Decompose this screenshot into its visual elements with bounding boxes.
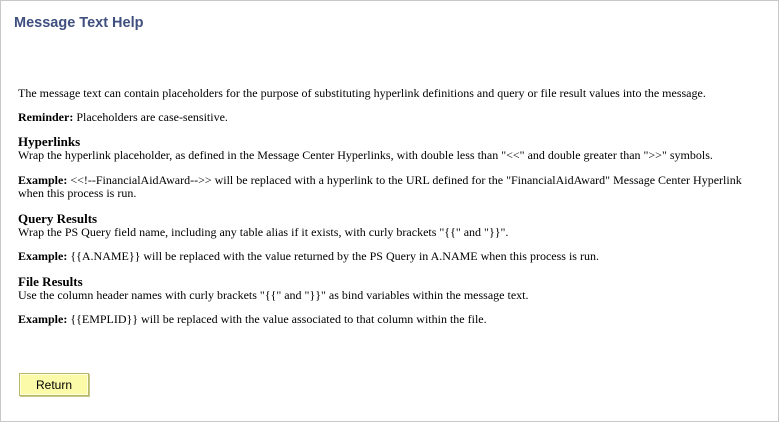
reminder-section	[18, 111, 753, 125]
return-button[interactable]: Return	[19, 373, 89, 396]
page-title: Message Text Help	[14, 15, 144, 31]
query-results-example-text: {{A.NAME}} will be replaced with the value returned by the PS Query in A.NAME when this process is run.	[67, 249, 599, 263]
help-content	[18, 87, 753, 338]
hyperlinks-example-label: Example:	[18, 172, 68, 187]
file-results-example-text: {{EMPLID}} will be replaced with the value associated to that column within the file.	[67, 312, 487, 326]
file-results-text: Use the column header names with curly brackets "{{" and "}}" as bind variables within the message text.	[18, 287, 529, 302]
query-results-heading: Query Results	[18, 210, 98, 226]
hyperlinks-example-text: <<!--FinancialAidAward-->> will be replaced with a hyperlink to the URL defined for the "FinancialAidAward" Message Center Hyperlink when this process is run.	[18, 172, 742, 200]
hyperlinks-heading: Hyperlinks	[18, 134, 81, 149]
file-results-example	[18, 313, 753, 327]
query-results-example	[18, 250, 753, 264]
reminder-label: Reminder:	[18, 109, 74, 124]
hyperlinks-example	[18, 174, 753, 201]
query-results-text: Wrap the PS Query field name, including any table alias if it exists, with curly brackets "{{" and "}}".	[18, 224, 509, 239]
hyperlinks-text: Wrap the hyperlink placeholder, as defined in the Message Center Hyperlinks, with double less than "<<" and double greater than ">>" symbols.	[18, 148, 713, 162]
reminder-text: Placeholders are case-sensitive.	[73, 109, 228, 124]
intro-text: The message text can contain placeholders for the purpose of substituting hyperlink definitions and query or file result values into the message.	[18, 86, 706, 100]
file-results-heading: File Results	[18, 273, 83, 289]
query-results-example-label: Example:	[18, 249, 68, 263]
file-results-example-label: Example:	[18, 312, 68, 326]
